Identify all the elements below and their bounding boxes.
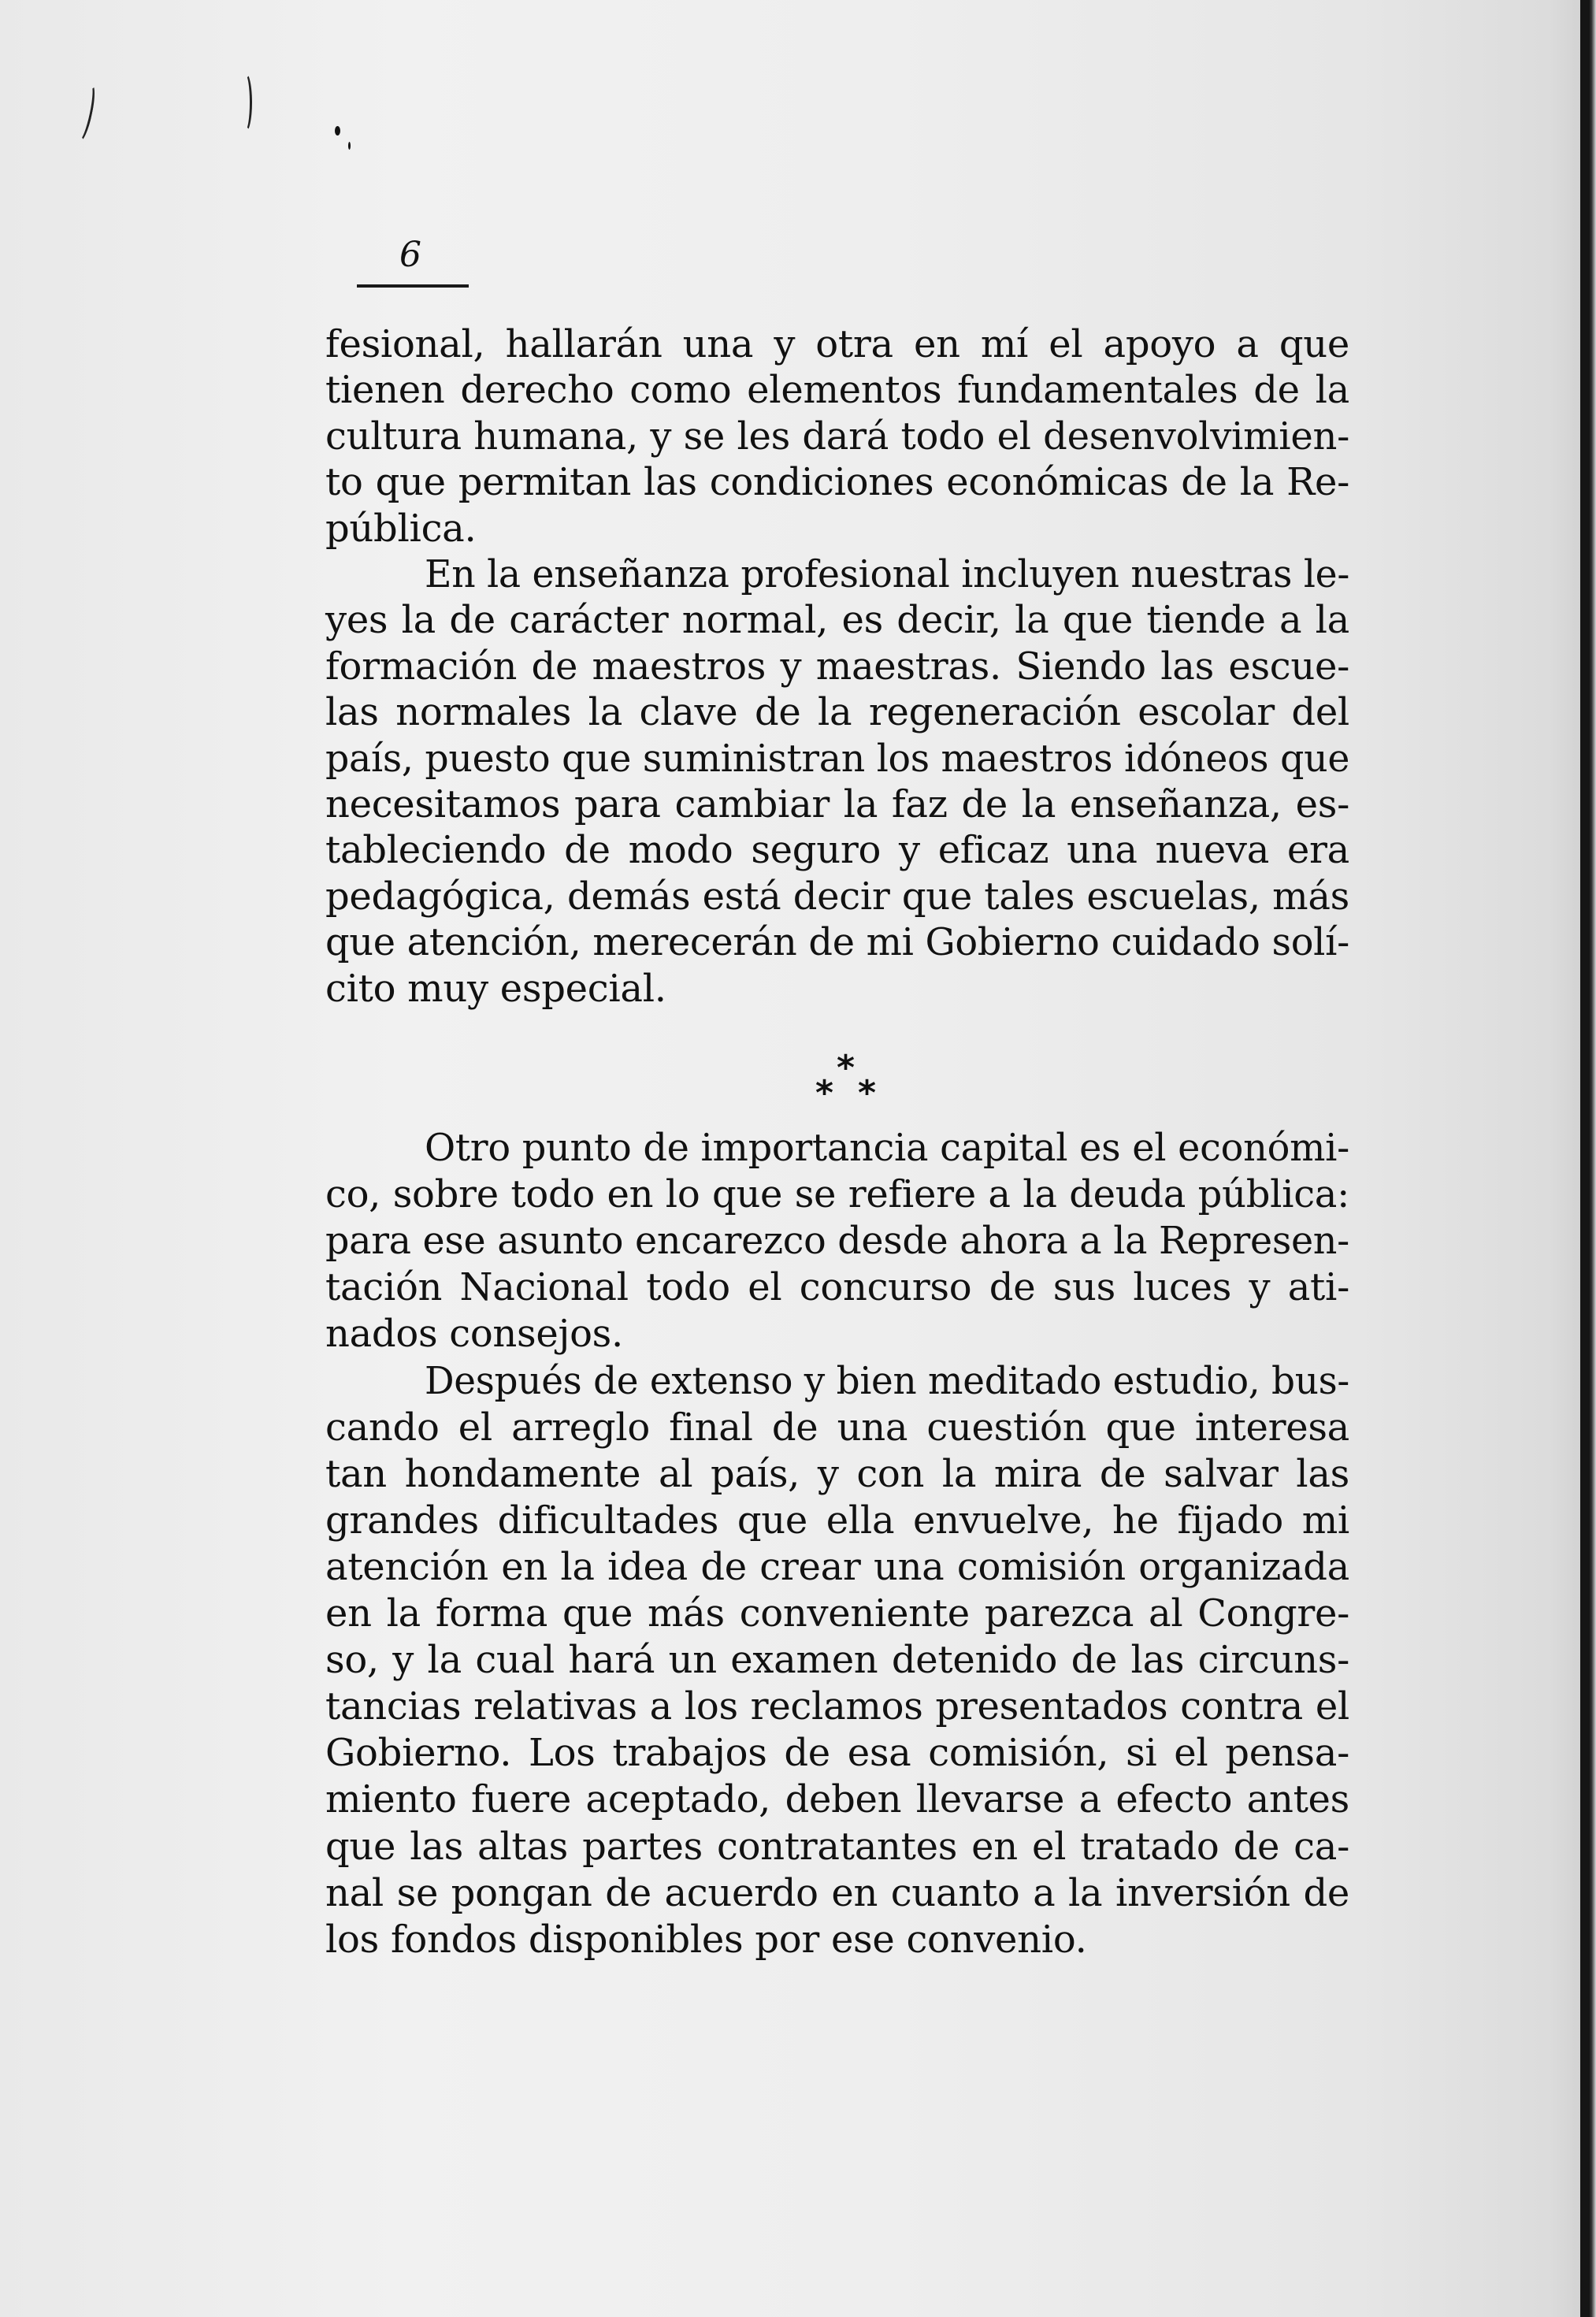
separator-asterisk: * <box>858 1073 877 1113</box>
text-line: los fondos disponibles por ese convenio. <box>325 1917 1087 1962</box>
text-line: Gobierno. Los trabajos de esa comisión, si el pensa- <box>325 1731 1349 1776</box>
text-line: pública. <box>325 506 477 551</box>
text-line: cando el arreglo final de una cuestión que interesa <box>325 1405 1349 1450</box>
text-line: to que permitan las condiciones económicas de la Re- <box>325 460 1349 505</box>
text-line: tan hondamente al país, y con la mira de salvar las <box>325 1451 1349 1496</box>
text-line: nal se pongan de acuerdo en cuanto a la inversión de <box>325 1870 1349 1915</box>
separator-asterisk: * <box>837 1048 856 1088</box>
text-line: necesitamos para cambiar la faz de la enseñanza, es- <box>325 782 1349 826</box>
text-line: Después de extenso y bien meditado estudio, bus- <box>424 1358 1349 1403</box>
text-line: tableciendo de modo seguro y eficaz una nueva era <box>325 828 1349 873</box>
text-line: que atención, merecerán de mi Gobierno cuidado solí- <box>325 920 1350 965</box>
binding-edge-shadow <box>1580 0 1590 2317</box>
separator-asterisk: * <box>815 1073 834 1113</box>
stray-pencil-mark <box>72 82 98 143</box>
text-line: pedagógica, demás está decir que tales escuelas, más <box>325 874 1349 919</box>
ink-spot <box>348 142 351 150</box>
text-line: tancias relativas a los reclamos presentados contra el <box>325 1684 1349 1729</box>
text-line: cultura humana, y se les dará todo el desenvolvimien- <box>325 414 1349 459</box>
text-line: so, y la cual hará un examen detenido de las circuns- <box>325 1638 1349 1683</box>
text-line: Otro punto de importancia capital es el económi- <box>424 1126 1349 1170</box>
page-number: 6 <box>399 235 421 275</box>
text-line: que las altas partes contratantes en el tratado de ca- <box>325 1824 1349 1869</box>
text-line: país, puesto que suministran los maestros idóneos que <box>325 736 1350 781</box>
stray-pencil-mark <box>239 72 252 132</box>
ink-spot <box>335 126 340 136</box>
text-line: atención en la idea de crear una comisión organizada <box>325 1544 1349 1589</box>
text-line: en la forma que más conveniente parezca al Congre- <box>325 1591 1349 1636</box>
text-line: cito muy especial. <box>325 966 666 1011</box>
text-line: formación de maestros y maestras. Siendo las escue- <box>325 644 1349 689</box>
text-line: tienen derecho como elementos fundamentales de la <box>325 368 1349 413</box>
text-line: co, sobre todo en lo que se refiere a la deuda pública: <box>325 1172 1349 1217</box>
text-line: miento fuere aceptado, deben llevarse a efecto antes <box>325 1777 1349 1822</box>
page-number-rule <box>357 284 469 288</box>
text-line: grandes dificultades que ella envuelve, he fijado mi <box>325 1498 1349 1543</box>
text-line: yes la de carácter normal, es decir, la que tiende a la <box>325 598 1349 643</box>
text-line: En la enseñanza profesional incluyen nuestras le- <box>424 552 1350 596</box>
text-line: tación Nacional todo el concurso de sus luces y ati- <box>325 1265 1349 1310</box>
text-line: las normales la clave de la regeneración escolar del <box>325 690 1349 735</box>
text-line: para ese asunto encarezco desde ahora a la Represen- <box>325 1219 1349 1264</box>
text-line: nados consejos. <box>325 1312 623 1357</box>
text-line: fesional, hallarán una y otra en mí el apoyo a que <box>325 322 1349 366</box>
